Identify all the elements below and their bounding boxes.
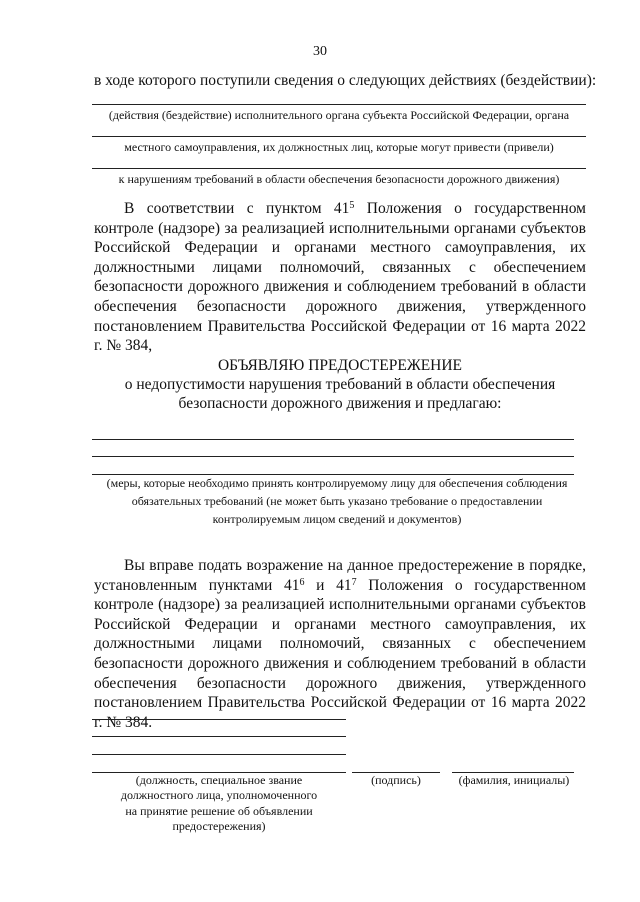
position-caption-line: (должность, специальное звание [135,773,303,787]
actions-caption-line-1: (действия (бездействие) исполнительного органа субъекта Российской Федерации, органа [108,108,570,122]
superscript: 5 [349,200,355,211]
fill-line [92,456,574,457]
basis-text-start: В соответствии с пунктом 41 [124,200,350,217]
superscript: 7 [351,576,357,588]
objection-text-3: Положения о государственном контроле (надзоре) за реализацией исполнительными органами субъектов Российской Федерации и органами местного самоуправления, их должностными лицами полномочий, связанных с обеспечением безопасности дорожного движения и соблюдением требований в области обеспечения безопасности дорожного движения, утвержденного постановлением Правительства Российской Федерации от 16 марта 2022 г. № 384. [94,576,586,731]
position-caption-line: должностного лица, уполномоченного [120,788,318,803]
warning-title: ОБЪЯВЛЯЮ ПРЕДОСТЕРЕЖЕНИЕ [217,357,463,374]
fill-line [92,136,586,137]
signature-caption: (подпись) [371,773,421,787]
page-number: 30 [313,44,327,59]
objection-text-2: и 41 [304,576,352,594]
actions-caption-line-2: местного самоуправления, их должностных лиц, которые могут привести (привели) [124,140,554,154]
warning-subtitle-line-1: о недопустимости нарушения требований в области обеспечения [124,376,556,393]
measures-caption-line-1: (меры, которые необходимо принять контролируемому лицу для обеспечения соблюдения [106,476,568,490]
measures-caption-line-2: обязательных требований (не может быть указано требование о предоставлении [131,494,543,508]
objection-text-1: Вы вправе подать возражение на данное предостережение в порядке, установленным пунктами 41 [94,557,586,594]
measures-caption-line-3: контролируемым лицом сведений и документов) [212,512,462,526]
fill-line [92,439,574,440]
basis-text-end: Положения о государственном контроле (надзоре) за реализацией исполнительными органами субъектов Российской Федерации и органами местного самоуправления, их должностными лицами полномочий, связанных с обеспечением безопасности дорожного движения и соблюдением требований в области обеспечения безопасности дорожного движения, утвержденного постановлением Правительства Российской Федерации от 16 марта 2022 г. № 384, [94,200,586,355]
warning-subtitle-line-2: безопасности дорожного движения и предлагаю: [178,395,502,412]
fill-line [92,104,586,105]
fill-line [92,168,586,169]
intro-line: в ходе которого поступили сведения о следующих действиях (бездействии): [94,72,597,89]
signature-fill-line [92,736,346,737]
position-caption [92,773,346,835]
signature-fill-line [92,719,346,720]
position-caption-line: предостережения) [172,819,266,834]
name-caption: (фамилия, инициалы) [458,773,570,787]
superscript: 6 [299,576,305,588]
basis-paragraph [94,199,586,356]
objection-paragraph [94,556,586,732]
position-caption-line: на принятие решение об объявлении [125,803,313,818]
actions-caption-line-3: к нарушениям требований в области обеспечения безопасности дорожного движения) [118,172,560,186]
signature-fill-line [92,754,346,755]
